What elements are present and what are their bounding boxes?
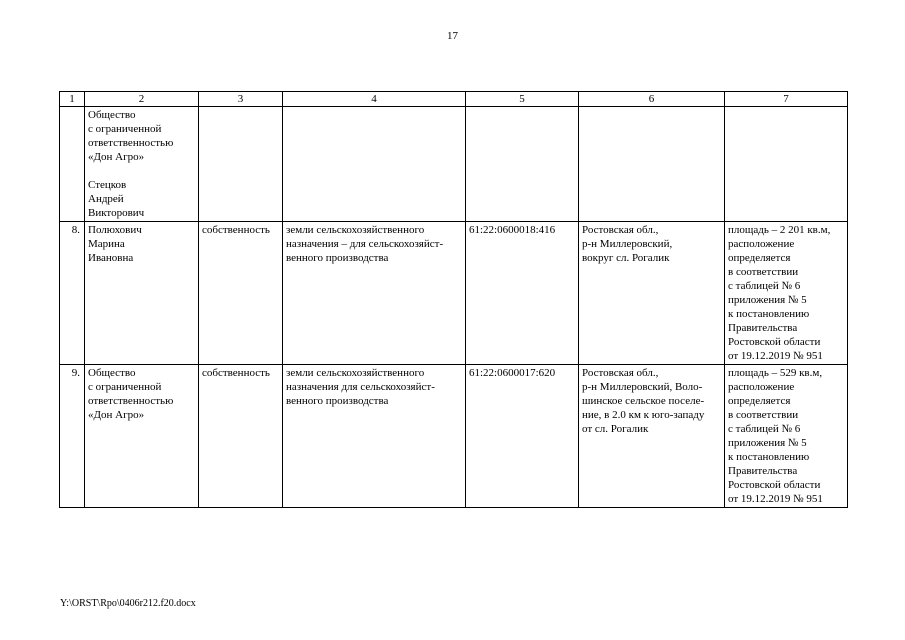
cell-line: приложения № 5 [728,294,807,306]
note-cell [725,222,848,365]
cell-line: земли сельскохозяйственного [286,367,425,379]
cell-line: венного производства [286,395,389,407]
cell-line: «Дон Агро» [88,151,145,163]
land-category-cell [283,365,466,508]
cell-line: Общество [88,367,136,379]
cell-line: расположение [728,238,795,250]
land-category-cell [283,107,466,222]
right-type-cell: собственность [199,222,283,365]
row-number-cell: 9. [60,365,85,508]
cell-line: в соответствии [728,409,799,421]
cell-line: от сл. Рогалик [582,423,649,435]
owner-cell [85,222,199,365]
cell-line: с таблицей № 6 [728,280,801,292]
address-cell [579,365,725,508]
cell-line: Ростовская обл., [582,367,659,379]
cell-line: венного производства [286,252,389,264]
cell-line: определяется [728,395,791,407]
cell-line: расположение [728,381,795,393]
cell-line: Общество [88,109,136,121]
cell-line: площадь – 529 кв.м, [728,367,823,379]
cell-line: Правительства [728,322,798,334]
cell-line: р-н Миллеровский, [582,238,673,250]
document-file-path: Y:\ORST\Rpo\0406r212.f20.docx [60,598,196,609]
cell-line: ответственностью [88,137,174,149]
column-header: 6 [579,92,725,107]
cell-line: Ростовская обл., [582,224,659,236]
cell-line: площадь – 2 201 кв.м, [728,224,831,236]
address-cell [579,107,725,222]
cadastral-number-cell: 61:22:0600017:620 [466,365,579,508]
cell-line: в соответствии [728,266,799,278]
note-cell [725,365,848,508]
cell-line: ние, в 2.0 км к юго-западу [582,409,705,421]
cell-line: вокруг сл. Рогалик [582,252,670,264]
cell-line: назначения – для сельскохозяйст- [286,238,444,250]
column-header: 5 [466,92,579,107]
cell-line: Андрей [88,193,124,205]
cell-line: Ростовской области [728,336,821,348]
cell-line: с таблицей № 6 [728,423,801,435]
cell-line: Викторович [88,207,145,219]
owner-cell [85,365,199,508]
cell-line: Ростовской области [728,479,821,491]
cell-line: земли сельскохозяйственного [286,224,425,236]
right-type-cell: собственность [199,365,283,508]
cell-line: от 19.12.2019 № 951 [728,350,823,362]
address-cell [579,222,725,365]
cell-line: определяется [728,252,791,264]
cell-line: Полюхович [88,224,142,236]
cell-line: с ограниченной [88,123,162,135]
cell-line: к постановлению [728,451,810,463]
row-number-cell: 8. [60,222,85,365]
cell-line: Правительства [728,465,798,477]
cell-line: шинское сельское поселе- [582,395,705,407]
column-header: 2 [85,92,199,107]
row-number-cell [60,107,85,222]
column-header: 7 [725,92,848,107]
cell-line: р-н Миллеровский, Воло- [582,381,703,393]
table-row [60,107,848,222]
table-row [60,365,848,508]
cell-line: от 19.12.2019 № 951 [728,493,823,505]
right-type-cell [199,107,283,222]
cell-line: ответственностью [88,395,174,407]
cadastral-number-cell: 61:22:0600018:416 [466,222,579,365]
blank-line [88,164,195,178]
cell-line: к постановлению [728,308,810,320]
cell-line: с ограниченной [88,381,162,393]
cell-line: Стецков [88,179,127,191]
cadastral-number-cell [466,107,579,222]
land-registry-table [59,91,848,508]
land-category-cell [283,222,466,365]
note-cell [725,107,848,222]
page-number: 17 [447,30,458,42]
column-header: 4 [283,92,466,107]
owner-cell [85,107,199,222]
cell-line: приложения № 5 [728,437,807,449]
cell-line: «Дон Агро» [88,409,145,421]
cell-line: Ивановна [88,252,134,264]
cell-line: назначения для сельскохозяйст- [286,381,435,393]
cell-line: Марина [88,238,125,250]
table-row [60,222,848,365]
column-header: 3 [199,92,283,107]
column-header: 1 [60,92,85,107]
column-number-row [60,92,848,107]
